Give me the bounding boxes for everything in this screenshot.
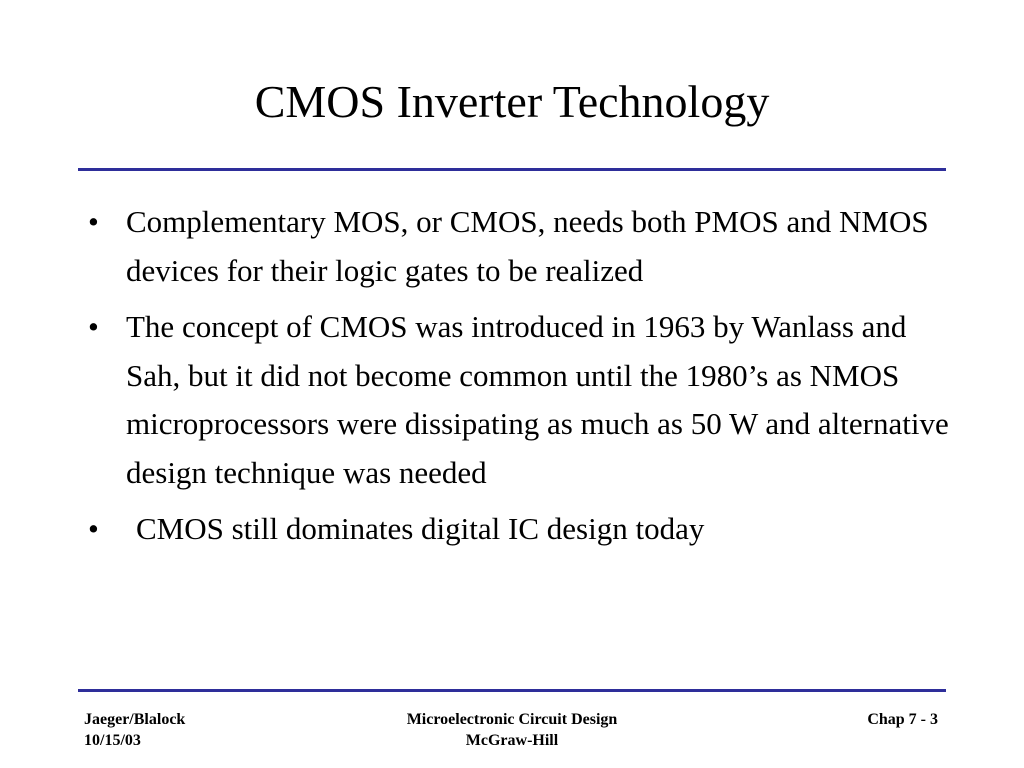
footer-author-names: Jaeger/Blalock bbox=[84, 711, 186, 728]
bullet-text: CMOS still dominates digital IC design today bbox=[136, 511, 705, 546]
bullet-text: Complementary MOS, or CMOS, needs both PMOS and NMOS devices for their logic gates to be realized bbox=[126, 204, 929, 288]
bullet-item bbox=[82, 303, 962, 497]
title-divider bbox=[78, 168, 946, 171]
bullet-item bbox=[82, 505, 962, 554]
footer-publisher: McGraw-Hill bbox=[465, 732, 559, 749]
footer-page-number: Chap 7 - 3 bbox=[867, 711, 938, 728]
footer-date: 10/15/03 bbox=[84, 732, 141, 749]
bullet-text: The concept of CMOS was introduced in 1963 by Wanlass and Sah, but it did not become common until the 1980’s as NMOS microprocessors were dissipating as much as 50 W and alternative design technique was needed bbox=[126, 309, 949, 490]
bullet-list bbox=[82, 198, 962, 562]
bullet-dot-icon: • bbox=[88, 511, 99, 546]
slide-title: CMOS Inverter Technology bbox=[254, 76, 770, 127]
footer-divider bbox=[78, 689, 946, 692]
bullet-dot-icon: • bbox=[88, 309, 99, 344]
footer-book-title: Microelectronic Circuit Design bbox=[406, 711, 618, 728]
bullet-item bbox=[82, 198, 962, 295]
bullet-dot-icon: • bbox=[88, 204, 99, 239]
